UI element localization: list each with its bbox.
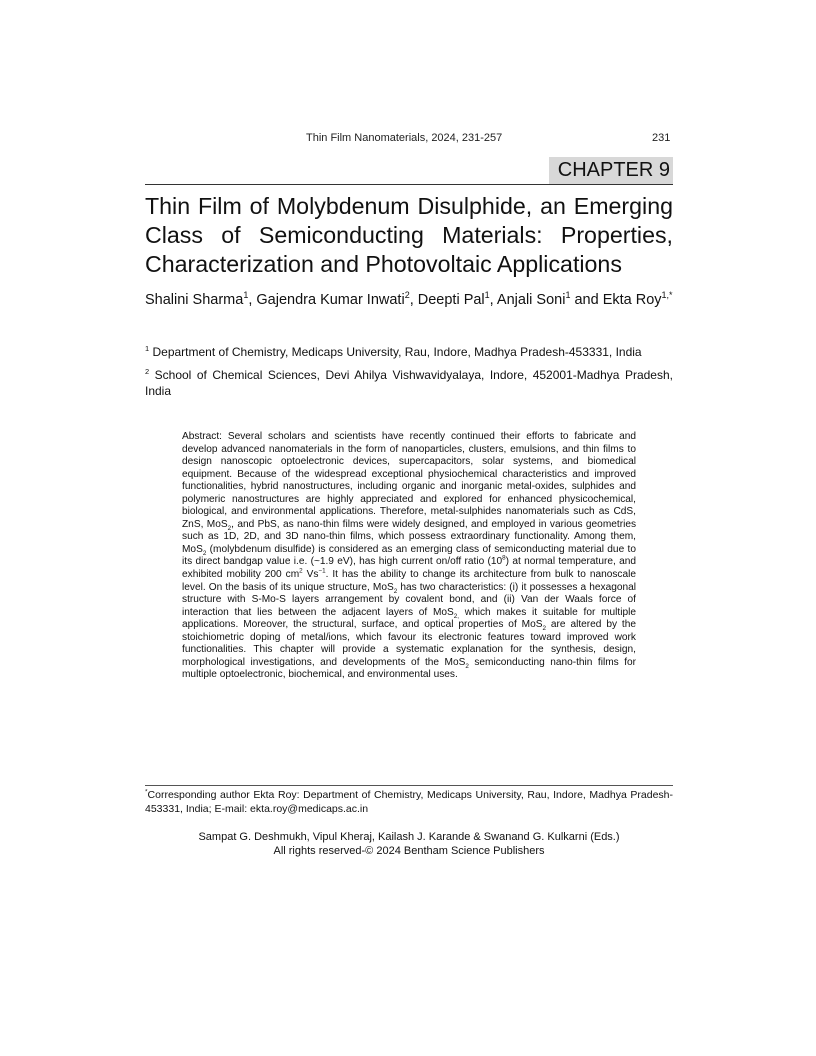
footnote-rule	[145, 785, 673, 786]
affiliation-mark: 1	[145, 344, 150, 353]
chapter-label: CHAPTER 9	[549, 157, 673, 184]
footnote-mark: *	[145, 788, 148, 796]
author-name: Ekta Roy	[602, 292, 662, 308]
author-affiliation-mark: 1,*	[661, 290, 673, 301]
corresponding-author-footnote	[145, 788, 673, 816]
author-affiliation-mark: 1	[484, 290, 490, 301]
rights-line: All rights reserved-© 2024 Bentham Science Publishers	[273, 845, 545, 857]
affiliation-text: School of Chemical Sciences, Devi Ahilya Vishwavidyalaya, Indore, 452001-Madhya Pradesh, India	[145, 368, 673, 398]
author-name: Deepti Pal	[417, 292, 485, 308]
footnote-text: Corresponding author Ekta Roy: Department of Chemistry, Medicaps University, Rau, Indore, Madhya Pradesh-453331, India; E-mail: ekta.roy@medicaps.ac.in	[145, 789, 673, 815]
author-list: Shalini Sharma$^1$, Gajendra Kumar Inwati$^2$, Deepti Pal$^1$, Anjali Soni$^1$ and Ekta Roy$^{1,*}$	[145, 290, 673, 308]
affiliation-1	[145, 344, 673, 360]
author-affiliation-mark: 2	[404, 290, 410, 301]
abstract-label: Abstract:	[182, 431, 222, 442]
author-name: Gajendra Kumar Inwati	[256, 292, 405, 308]
author-name: Anjali Soni	[496, 292, 566, 308]
running-head: Thin Film Nanomaterials, 2024, 231-257	[306, 132, 503, 144]
affiliation-mark: 2	[145, 367, 150, 376]
chapter-rule	[145, 184, 673, 185]
affiliation-2	[145, 367, 673, 399]
editors-line: Sampat G. Deshmukh, Vipul Kheraj, Kailash J. Karande & Swanand G. Kulkarni (Eds.)	[198, 831, 620, 843]
abstract: Abstract: Several scholars and scientists have recently continued their efforts to fabricate and develop advanced nanomaterials in the form of nanoparticles, clusters, emulsions, and thin films to design nanoscopic optoelectronic devices, supercapacitors, solar systems, and biomedical equipment. Because of the widespread exceptional physiochemical characteristics and improved functionalities, hybrid nanostructures, including organic and inorganic metal-oxides, sulphides and polymeric nanostructures are highly appreciated and explored for enhanced physicochemical, biological, and environmental applications. Therefore, metal-sulphides nanomaterials such as CdS, ZnS, MoS$_2$, and PbS, as nano-thin films were widely designed, and employed in various geometries such as 1D, 2D, and 3D nano-thin films, which possess extraordinary functionality. Among them, MoS$_2$ (molybdenum disulfide) is considered as an emerging class of semiconducting material due to its direct bandgap value i.e. (~1.9 eV), has high current on/off ratio $(10^8)$ at normal temperature, and exhibited mobility 200 $cm^2$ $Vs^{-1}$. It has the ability to change its architecture from bulk to nanoscale level. On the basis of its unique structure, MoS$_2$ has two characteristics: (i) it possesses a hexagonal structure with S-Mo-S layers arrangement by covalent bond, and (ii) Van der Waals force of interaction that lies between the adjacent layers of MoS$_{2,}$ which makes it suitable for multiple applications. Moreover, the structural, surface, and optical properties of MoS$_2$ are altered by the stoichiometric doping of metal/ions, which favour its electronic features toward improved work functionalities. This chapter will provide a systematic explanation for the synthesis, design, morphological investigations, and developments of the MoS$_2$ semiconducting nano-thin films for multiple optoelectronic, biochemical, and environmental uses.	[182, 431, 637, 681]
author-name: Shalini Sharma	[145, 292, 244, 308]
publisher-footer	[145, 830, 673, 858]
page-number: 231	[652, 132, 671, 144]
author-affiliation-mark: 1	[565, 290, 571, 301]
chapter-title: Thin Film of Molybdenum Disulphide, an Emerging Class of Semiconducting Materials: Properties, Characterization and Photovoltaic Applications	[145, 193, 673, 277]
affiliation-text: Department of Chemistry, Medicaps University, Rau, Indore, Madhya Pradesh-453331, India	[152, 345, 642, 359]
author-affiliation-mark: 1	[243, 290, 249, 301]
